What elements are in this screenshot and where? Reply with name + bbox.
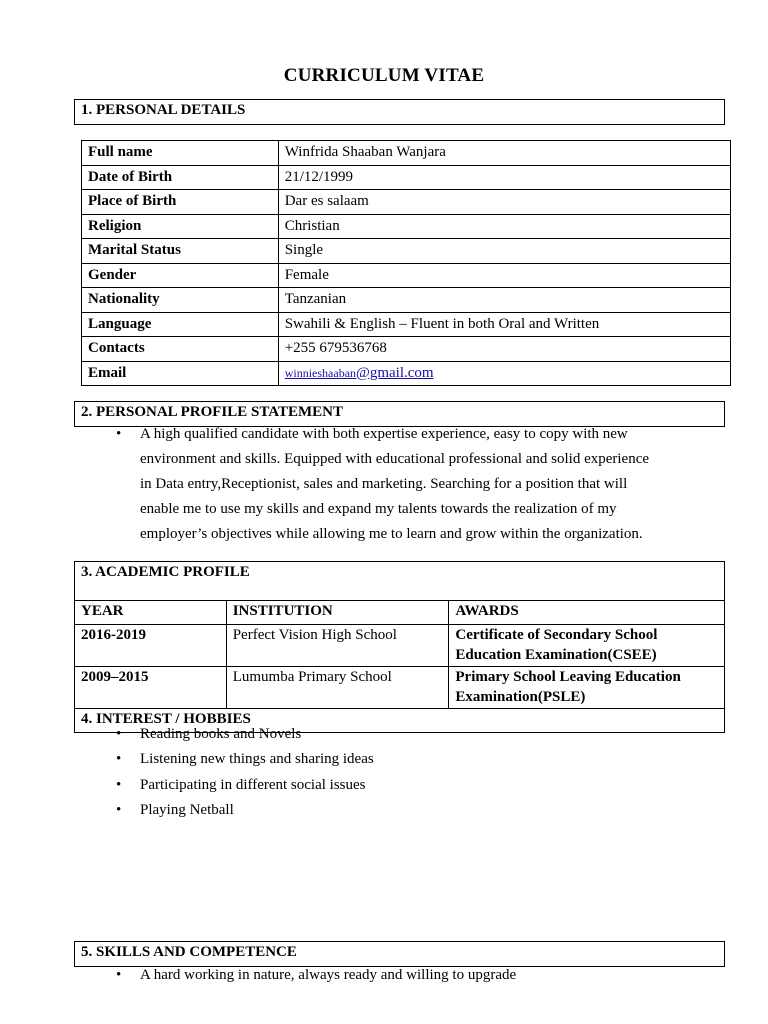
skills-list	[76, 963, 716, 988]
academic-institution: Lumumba Primary School	[226, 667, 449, 709]
personal-detail-row-email	[82, 361, 731, 386]
document-title: CURRICULUM VITAE	[283, 65, 485, 86]
personal-detail-value: Dar es salaam	[278, 190, 730, 215]
email-value-cell	[278, 361, 730, 386]
hobbies-list	[76, 722, 716, 823]
profile-line-1: A high qualified candidate with both expertise experience, easy to copy with new	[140, 426, 628, 442]
section-personal-details	[74, 99, 725, 125]
hobby-item: • Listening new things and sharing ideas	[76, 747, 716, 772]
profile-statement-continuation	[76, 522, 716, 547]
personal-detail-row	[82, 312, 731, 337]
personal-detail-value: Christian	[278, 214, 730, 239]
personal-detail-label: Marital Status	[82, 239, 279, 264]
personal-detail-label: Gender	[82, 263, 279, 288]
academic-award-line: Primary School Leaving Education	[455, 669, 681, 685]
hobby-item: • Participating in different social issues	[76, 773, 716, 798]
personal-detail-label: Language	[82, 312, 279, 337]
profile-statement-continuation	[76, 497, 716, 522]
academic-profile-heading-cell	[75, 562, 725, 601]
personal-detail-row	[82, 214, 731, 239]
academic-profile-table	[74, 561, 725, 733]
profile-line-2: environment and skills. Equipped with educational professional and solid experience	[140, 451, 650, 467]
academic-award	[449, 625, 725, 667]
personal-detail-label: Nationality	[82, 288, 279, 313]
personal-details-table	[81, 140, 731, 386]
personal-detail-row	[82, 337, 731, 362]
email-label: Email	[82, 361, 279, 386]
section-profile-heading: 2. PERSONAL PROFILE STATEMENT	[81, 404, 343, 420]
section-hobbies-heading: 4. INTEREST / HOBBIES	[81, 711, 251, 727]
hobby-item: • Playing Netball	[76, 798, 716, 823]
profile-line-5: employer’s objectives while allowing me to learn and grow within the organization.	[140, 526, 643, 542]
column-header-awards: AWARDS	[449, 601, 725, 625]
academic-row	[75, 625, 725, 667]
personal-detail-value: Single	[278, 239, 730, 264]
personal-detail-label: Date of Birth	[82, 165, 279, 190]
profile-statement-item	[76, 422, 716, 447]
personal-detail-value: Swahili & English – Fluent in both Oral and Written	[278, 312, 730, 337]
personal-detail-label: Religion	[82, 214, 279, 239]
personal-detail-row	[82, 190, 731, 215]
profile-statement-continuation	[76, 447, 716, 472]
profile-statement-list	[76, 422, 716, 547]
section-skills-heading: 5. SKILLS AND COMPETENCE	[81, 944, 297, 960]
hobby-item: • Reading books and Novels	[76, 722, 716, 747]
personal-detail-row	[82, 141, 731, 166]
section-academic-heading: 3. ACADEMIC PROFILE	[81, 564, 250, 580]
personal-detail-value: Female	[278, 263, 730, 288]
academic-award-line: Certificate of Secondary School	[455, 627, 658, 643]
profile-line-4: enable me to use my skills and expand my talents towards the realization of my	[140, 501, 617, 517]
personal-detail-row	[82, 288, 731, 313]
skill-item: • A hard working in nature, always ready and willing to upgrade	[76, 963, 716, 988]
academic-row	[75, 667, 725, 709]
personal-detail-label: Contacts	[82, 337, 279, 362]
personal-detail-value: 21/12/1999	[278, 165, 730, 190]
academic-award-line: Examination(PSLE)	[455, 688, 586, 705]
personal-detail-row	[82, 263, 731, 288]
column-header-institution: INSTITUTION	[226, 601, 449, 625]
academic-award-line: Education Examination(CSEE)	[455, 646, 657, 663]
profile-line-3: in Data entry,Receptionist, sales and marketing. Searching for a position that will	[140, 476, 628, 492]
personal-detail-value: +255 679536768	[278, 337, 730, 362]
section-personal-details-heading: 1. PERSONAL DETAILS	[81, 102, 246, 118]
personal-detail-value: Winfrida Shaaban Wanjara	[278, 141, 730, 166]
personal-detail-label: Place of Birth	[82, 190, 279, 215]
email-link[interactable]	[285, 365, 434, 381]
personal-detail-value: Tanzanian	[278, 288, 730, 313]
email-user: winnieshaaban	[284, 365, 357, 380]
academic-header-row	[75, 601, 725, 625]
academic-year: 2016-2019	[75, 625, 227, 667]
academic-year: 2009–2015	[75, 667, 227, 709]
personal-detail-row	[82, 239, 731, 264]
profile-statement-continuation	[76, 472, 716, 497]
column-header-year: YEAR	[75, 601, 227, 625]
academic-institution: Perfect Vision High School	[226, 625, 449, 667]
academic-award	[449, 667, 725, 709]
personal-detail-label: Full name	[82, 141, 279, 166]
email-domain: @gmail.com	[356, 364, 434, 381]
personal-detail-row	[82, 165, 731, 190]
